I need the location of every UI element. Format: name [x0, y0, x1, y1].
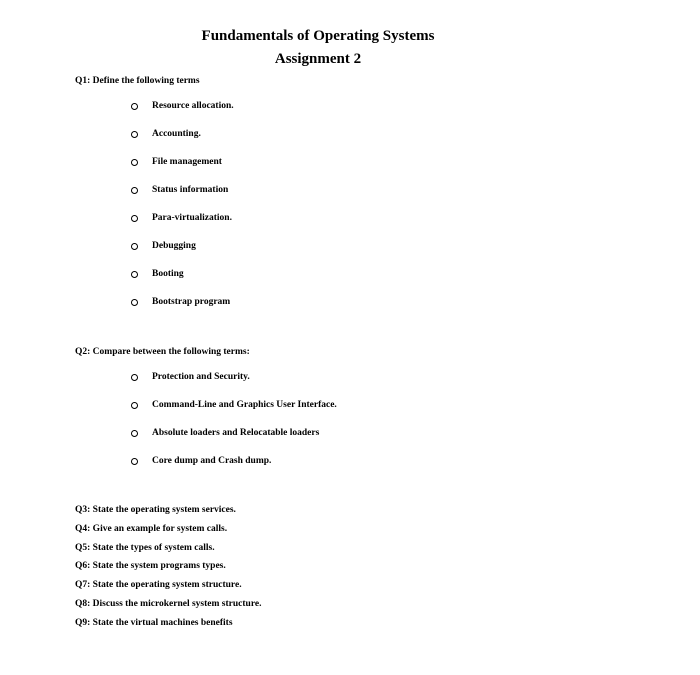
circle-bullet-icon [131, 458, 138, 465]
q1-item-text: File management [152, 157, 222, 167]
q2-item-text: Protection and Security. [152, 372, 250, 382]
question-9: Q9: State the virtual machines benefits [75, 618, 233, 628]
question-6: Q6: State the system programs types. [75, 561, 226, 571]
circle-bullet-icon [131, 374, 138, 381]
circle-bullet-icon [131, 299, 138, 306]
q2-list-item [131, 427, 319, 439]
question-1-heading: Q1: Define the following terms [75, 76, 200, 86]
q1-list-item [131, 268, 184, 280]
q2-item-text: Command-Line and Graphics User Interface. [152, 400, 337, 410]
q2-list-item [131, 455, 271, 467]
question-4: Q4: Give an example for system calls. [75, 524, 228, 534]
document-title: Fundamentals of Operating Systems [201, 28, 435, 44]
q1-item-text: Para-virtualization. [152, 213, 232, 223]
question-2-heading: Q2: Compare between the following terms: [75, 347, 250, 357]
q1-list-item [131, 184, 228, 196]
circle-bullet-icon [131, 103, 138, 110]
q1-item-text: Resource allocation. [152, 101, 234, 111]
circle-bullet-icon [131, 430, 138, 437]
question-8: Q8: Discuss the microkernel system structure. [75, 599, 262, 609]
q2-list-item [131, 399, 337, 411]
q1-list-item [131, 296, 230, 308]
question-3: Q3: State the operating system services. [75, 505, 236, 515]
q1-list-item [131, 100, 234, 112]
q2-item-text: Absolute loaders and Relocatable loaders [152, 428, 320, 438]
circle-bullet-icon [131, 159, 138, 166]
circle-bullet-icon [131, 243, 138, 250]
q1-item-text: Debugging [152, 241, 196, 251]
circle-bullet-icon [131, 215, 138, 222]
q1-item-text: Status information [152, 185, 229, 195]
q2-list-item [131, 371, 250, 383]
q1-list-item [131, 128, 201, 140]
circle-bullet-icon [131, 402, 138, 409]
q1-list-item [131, 212, 232, 224]
q1-list-item [131, 156, 222, 168]
question-7: Q7: State the operating system structure. [75, 580, 242, 590]
circle-bullet-icon [131, 131, 138, 138]
q1-item-text: Accounting. [152, 129, 201, 139]
q1-list-item [131, 240, 196, 252]
question-5: Q5: State the types of system calls. [75, 543, 215, 553]
q2-item-text: Core dump and Crash dump. [152, 456, 272, 466]
q1-item-text: Booting [152, 269, 184, 279]
document-subtitle: Assignment 2 [274, 51, 362, 67]
circle-bullet-icon [131, 271, 138, 278]
circle-bullet-icon [131, 187, 138, 194]
q1-item-text: Bootstrap program [152, 297, 231, 307]
